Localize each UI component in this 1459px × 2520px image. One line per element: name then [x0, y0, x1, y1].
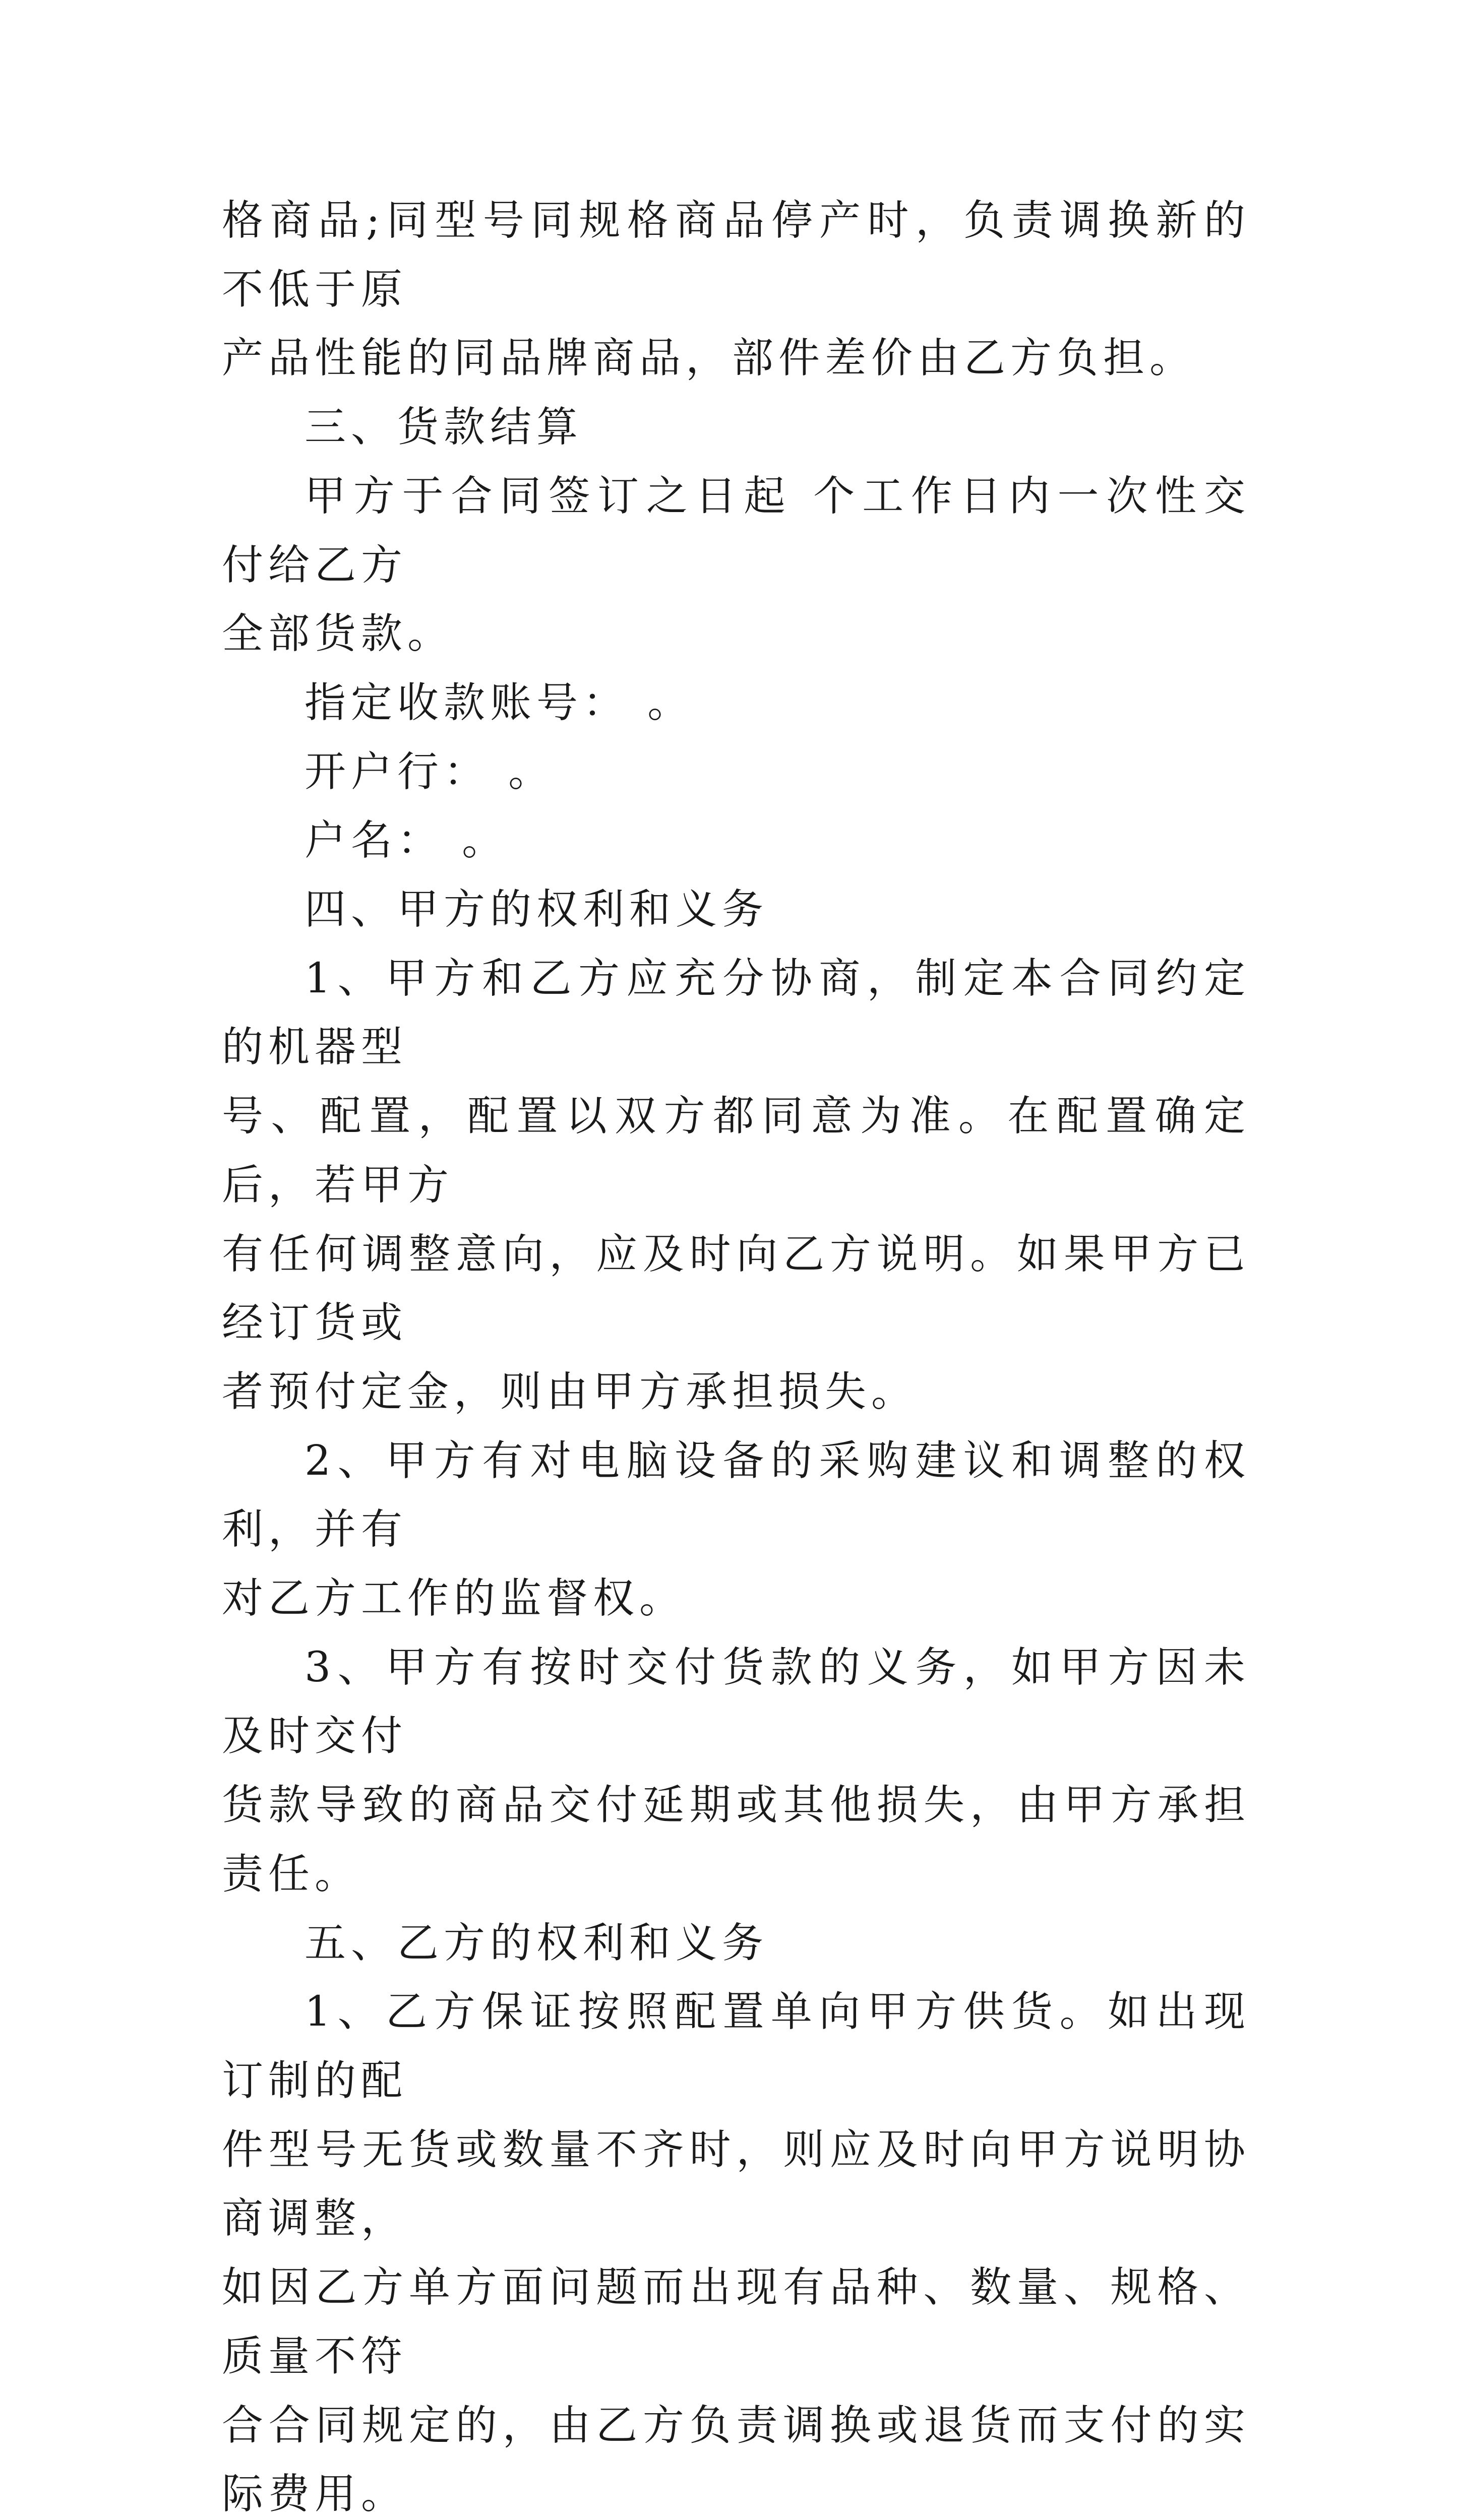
text-line: 开户行： 。	[222, 738, 1250, 807]
text-line: 指定收款账号： 。	[222, 669, 1250, 738]
paragraph-account-number	[222, 669, 1250, 738]
paragraph-party-a-item-3	[222, 1633, 1250, 1909]
section-heading-payment	[222, 393, 1250, 462]
paragraph-account-name	[222, 806, 1250, 875]
text-line: 格商品;同型号同规格商品停产时，负责调换新的不低于原	[222, 186, 1250, 324]
text-line: 货款导致的商品交付延期或其他损失，由甲方承担责任。	[222, 1771, 1250, 1909]
text-line: 1、乙方保证按照配置单向甲方供货。如出现订制的配	[222, 1978, 1250, 2115]
text-line: 全部货款。	[222, 600, 1250, 669]
text-line: 者预付定金，则由甲方承担损失。	[222, 1358, 1250, 1427]
text-line: 2、甲方有对电脑设备的采购建议和调整的权利，并有	[222, 1427, 1250, 1564]
text-line: 五、乙方的权利和义务	[222, 1909, 1250, 1978]
text-line: 如因乙方单方面问题而出现有品种、数量、规格、质量不符	[222, 2253, 1250, 2391]
text-line: 有任何调整意向，应及时向乙方说明。如果甲方已经订货或	[222, 1220, 1250, 1358]
text-line: 合合同规定的，由乙方负责调换或退货而支付的实际费用。	[222, 2391, 1250, 2520]
text-line: 1、甲方和乙方应充分协商，制定本合同约定的机器型	[222, 944, 1250, 1082]
text-line: 3、甲方有按时交付货款的义务，如甲方因未及时交付	[222, 1633, 1250, 1771]
text-line: 四、甲方的权利和义务	[222, 875, 1250, 944]
paragraph-party-a-item-2	[222, 1427, 1250, 1633]
text-line: 甲方于合同签订之日起 个工作日内一次性交付给乙方	[222, 462, 1250, 600]
paragraph-continuation	[222, 186, 1250, 393]
document-body	[222, 186, 1250, 2520]
text-line: 件型号无货或数量不齐时，则应及时向甲方说明协商调整，	[222, 2116, 1250, 2253]
paragraph-bank	[222, 738, 1250, 807]
paragraph-party-a-item-1	[222, 944, 1250, 1427]
paragraph-payment-terms	[222, 462, 1250, 669]
section-heading-party-a	[222, 875, 1250, 944]
text-line: 号、配置，配置以双方都同意为准。在配置确定后，若甲方	[222, 1082, 1250, 1220]
text-line: 户名： 。	[222, 806, 1250, 875]
text-line: 对乙方工作的监督权。	[222, 1564, 1250, 1633]
section-heading-party-b	[222, 1909, 1250, 1978]
text-line: 三、货款结算	[222, 393, 1250, 462]
paragraph-party-b-item-1	[222, 1978, 1250, 2520]
text-line: 产品性能的同品牌商品，部件差价由乙方负担。	[222, 324, 1250, 393]
